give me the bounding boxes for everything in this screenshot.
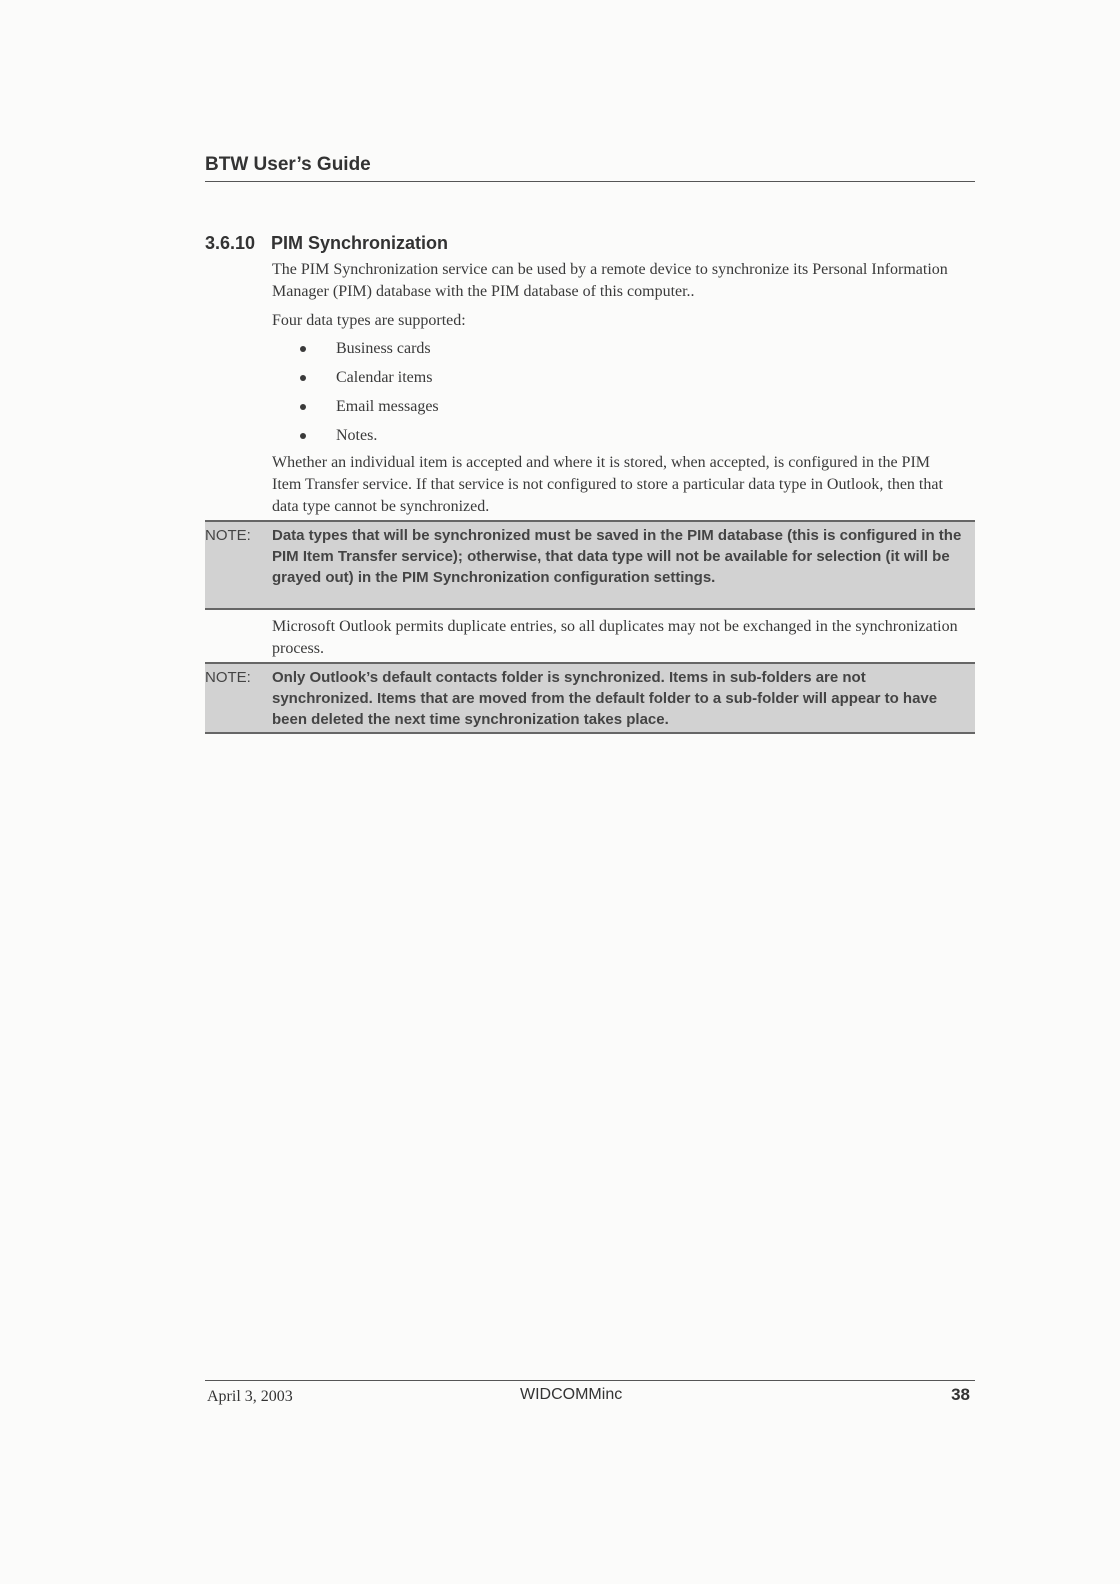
note-label: NOTE:: [205, 669, 251, 686]
data-types-list: [300, 338, 439, 454]
bullet-icon: [300, 346, 306, 352]
list-item-label: Business cards: [336, 340, 431, 357]
section-number: 3.6.10: [205, 233, 256, 253]
section-title: PIM Synchronization: [271, 233, 449, 253]
bullet-icon: [300, 375, 306, 381]
note-label: NOTE:: [205, 527, 251, 544]
running-header-title: BTW User’s Guide: [205, 154, 371, 175]
list-item: [300, 396, 439, 425]
note-box-pim-database: [205, 520, 975, 610]
acceptance-paragraph: Whether an individual item is accepted and where it is stored, when accepted, is configured in the PIM Item Transfer service. If that service is not configured to store a particular data type in Outlook, then that data type cannot be synchronized.: [272, 454, 943, 515]
list-item: [300, 425, 439, 454]
list-item-label: Calendar items: [336, 369, 433, 386]
bullet-icon: [300, 433, 306, 439]
footer-company: WIDCOMMinc: [520, 1386, 623, 1403]
section-heading: [205, 233, 448, 254]
duplicates-paragraph: Microsoft Outlook permits duplicate entries, so all duplicates may not be exchanged in the synchronization process.: [272, 618, 958, 657]
list-item-label: Email messages: [336, 398, 439, 415]
header-rule: [205, 181, 975, 182]
note-box-contacts-folder: [205, 662, 975, 734]
page-number: 38: [951, 1385, 970, 1404]
footer-date: April 3, 2003: [207, 1388, 293, 1405]
intro-paragraph: The PIM Synchronization service can be used by a remote device to synchronize its Personal Information Manager (PIM) database with the PIM database of this computer..: [272, 261, 948, 300]
list-item: [300, 338, 439, 367]
list-item: [300, 367, 439, 396]
note-text: Only Outlook’s default contacts folder is synchronized. Items in sub-folders are not synchronized. Items that are moved from the default folder to a sub-folder will appear to have been deleted the next time synchronization takes place.: [272, 669, 938, 728]
list-item-label: Notes.: [336, 427, 378, 444]
footer-rule: [205, 1380, 975, 1381]
bullet-icon: [300, 404, 306, 410]
data-types-intro: Four data types are supported:: [272, 312, 466, 329]
note-text: Data types that will be synchronized must be saved in the PIM database (this is configured in the PIM Item Transfer service); otherwise, that data type will not be available for selection (it will be grayed out) in the PIM Synchronization configuration settings.: [272, 527, 962, 586]
